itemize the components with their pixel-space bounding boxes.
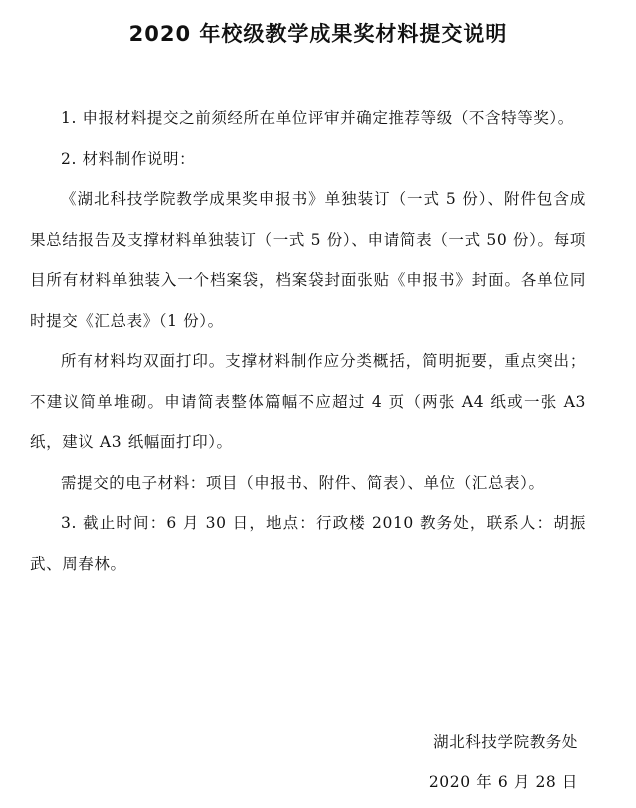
paragraph-item-1: 1. 申报材料提交之前须经所在单位评审并确定推荐等级（不含特等奖）。 [61,109,574,127]
paragraph-item-2: 2. 材料制作说明： [61,149,196,168]
paragraph-printing: 所有材料均双面打印。支撑材料制作应分类概括，简明扼要，重点突出；不建议简单堆砌。申请简表整体篇幅不应超过 4 页（两张 A4 纸或一张 A3 纸，建议 A3 纸幅面打印）。 [30,352,586,451]
signature-date: 2020 年 6 月 28 日 [428,773,578,791]
document-body [30,98,586,584]
paragraph-electronic: 需提交的电子材料：项目（申报书、附件、简表）、单位（汇总表）。 [61,473,545,492]
signature-organization: 湖北科技学院教务处 [433,733,578,751]
page-title: 2020 年校级教学成果奖材料提交说明 [128,22,508,46]
paragraph-item-3: 3. 截止时间：6 月 30 日，地点：行政楼 2010 教务处，联系人：胡振武、周春林。 [30,514,586,573]
paragraph-material-binding: 《湖北科技学院教学成果奖申报书》单独装订（一式 5 份）、附件包含成果总结报告及支撑材料单独装订（一式 5 份）、申请简表（一式 50 份）。每项目所有材料单独装入一个档案袋，档案袋封面张贴《申报书》封面。各单位同时提交《汇总表》（1 份）。 [30,190,586,330]
